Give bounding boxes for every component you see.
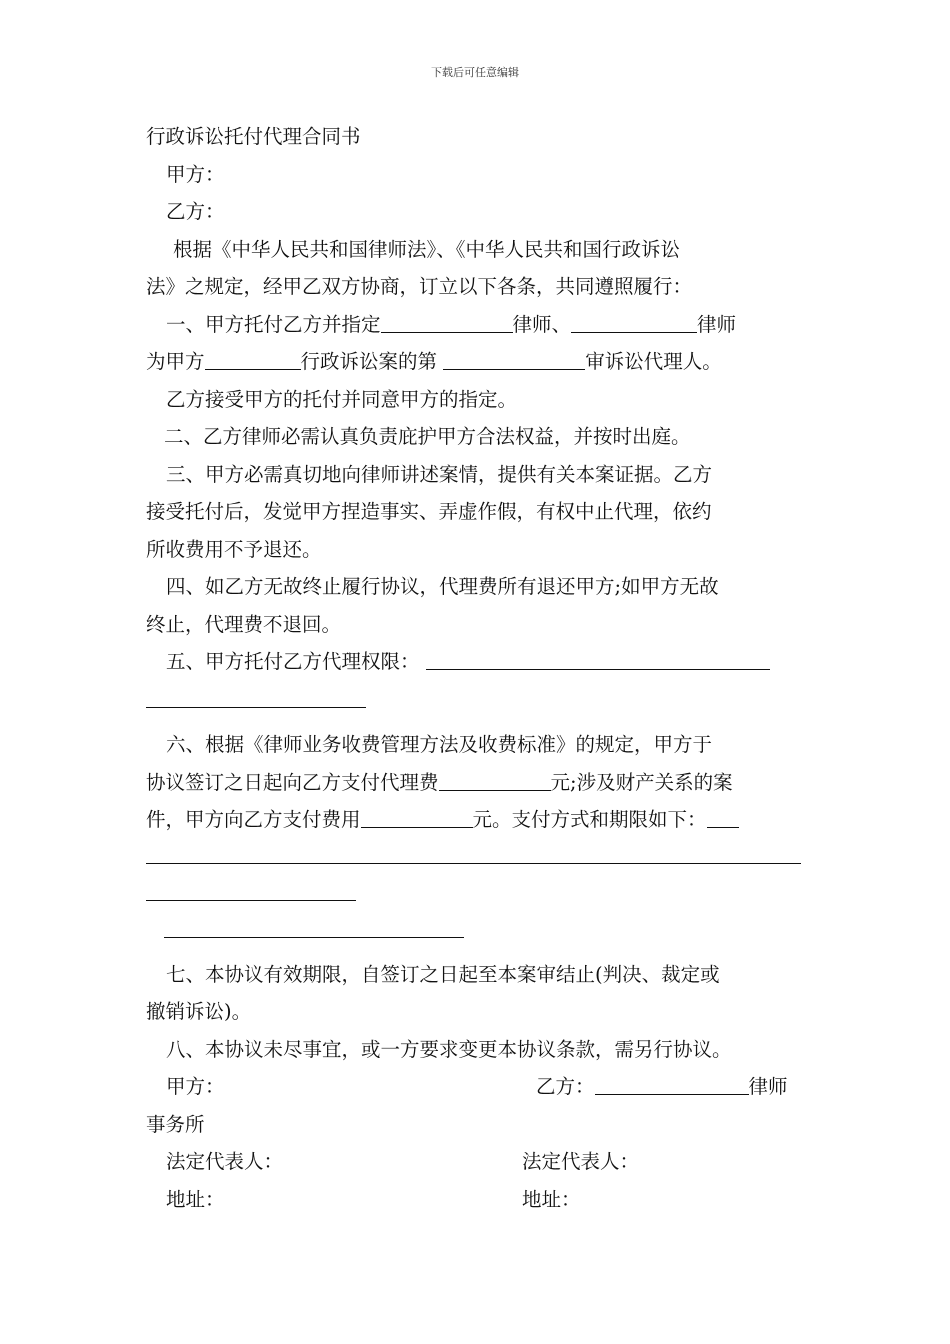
clause-3-line-3: 所收费用不予退还。 xyxy=(146,537,322,561)
preamble-line-1: 根据《中华人民共和国律师法》、《中华人民共和国行政诉讼 xyxy=(173,237,681,261)
lawyer-name-blank-1[interactable] xyxy=(381,312,513,333)
clause-1-text-d: 为甲方 xyxy=(146,350,205,373)
clause-1-text-b: 律师、 xyxy=(512,312,572,336)
clause-1-line-1 xyxy=(146,306,810,344)
representative-b-label: 法定代表人： xyxy=(522,1150,640,1173)
page-header: 下载后可任意编辑 xyxy=(431,66,519,79)
representative-a-label: 法定代表人： xyxy=(166,1150,284,1173)
clause-4-line-1: 四、如乙方无故终止履行协议，代理费所有退还甲方;如甲方无故 xyxy=(166,575,719,598)
clause-6-line-3 xyxy=(146,801,810,839)
clause-6-text-d: 元。支付方式和期限如下： xyxy=(472,808,707,831)
clause-2: 二、乙方律师必需认真负责庇护甲方合法权益，并按时出庭。 xyxy=(164,425,691,448)
payment-terms-blank-1[interactable] xyxy=(707,807,739,828)
signature-party-row xyxy=(146,1068,810,1106)
clause-6-line-2 xyxy=(146,764,810,802)
clause-3-line-1: 三、甲方必需真切地向律师讲述案情，提供有关本案证据。乙方 xyxy=(166,462,713,486)
contract-body xyxy=(146,118,810,1218)
clause-6-line-1: 六、根据《律师业务收费管理方法及收费标准》的规定，甲方于 xyxy=(166,733,713,756)
clause-3-line-2: 接受托付后，发觉甲方捏造事实、弄虚作假，有权中止代理，依约 xyxy=(146,500,712,523)
signature-address-row xyxy=(146,1181,810,1219)
signature-party-b-label: 乙方： xyxy=(536,1075,595,1098)
signature-party-b-suffix: 律师 xyxy=(748,1075,788,1098)
clause-6-text-c: 件，甲方向乙方支付费用 xyxy=(146,808,361,831)
clause-1-text-e: 行政诉讼案的第 xyxy=(300,350,438,373)
party-b-line: 乙方： xyxy=(166,200,225,223)
case-name-blank[interactable] xyxy=(205,349,301,370)
law-firm-name-blank[interactable] xyxy=(595,1074,749,1095)
agency-fee-blank[interactable] xyxy=(439,770,551,791)
party-a-line: 甲方： xyxy=(166,162,225,186)
address-a-label: 地址： xyxy=(166,1187,225,1211)
clause-7-line-1: 七、本协议有效期限，自签订之日起至本案审结止(判决、裁定或 xyxy=(166,962,720,986)
clause-1-text-c: 律师 xyxy=(697,312,737,336)
clause-5-line xyxy=(146,643,810,681)
property-fee-blank[interactable] xyxy=(361,807,473,828)
clause-6-text-a: 协议签订之日起向乙方支付代理费 xyxy=(146,770,439,794)
clause-1-line-3: 乙方接受甲方的托付并同意甲方的指定。 xyxy=(166,387,518,411)
trial-instance-blank[interactable] xyxy=(443,349,585,370)
address-b-label: 地址： xyxy=(522,1187,581,1211)
authority-blank-1[interactable] xyxy=(426,649,770,670)
clause-1-text-f: 审诉讼代理人。 xyxy=(585,350,722,373)
lawyer-name-blank-2[interactable] xyxy=(571,312,697,333)
authority-blank-2[interactable] xyxy=(146,687,366,708)
document-title: 行政诉讼托付代理合同书 xyxy=(146,125,361,148)
signature-party-a-label: 甲方： xyxy=(166,1075,225,1098)
clause-5-continuation xyxy=(146,681,810,719)
clause-1-line-2 xyxy=(146,343,810,381)
clause-4-line-2: 终止，代理费不退回。 xyxy=(146,612,342,636)
signature-representative-row xyxy=(146,1143,810,1181)
preamble-line-2: 法》之规定，经甲乙双方协商，订立以下各条，共同遵照履行： xyxy=(146,275,693,298)
clause-6-text-b: 元;涉及财产关系的案 xyxy=(550,770,733,794)
signature-party-b xyxy=(536,1068,788,1106)
clause-1-text-a: 一、甲方托付乙方并指定 xyxy=(166,312,381,336)
signature-party-b-suffix-2: 事务所 xyxy=(146,1112,205,1136)
clause-5-text: 五、甲方托付乙方代理权限： xyxy=(166,650,420,673)
clause-7-line-2: 撤销诉讼)。 xyxy=(146,1000,252,1023)
clause-8: 八、本协议未尽事宜，或一方要求变更本协议条款，需另行协议。 xyxy=(166,1037,732,1061)
